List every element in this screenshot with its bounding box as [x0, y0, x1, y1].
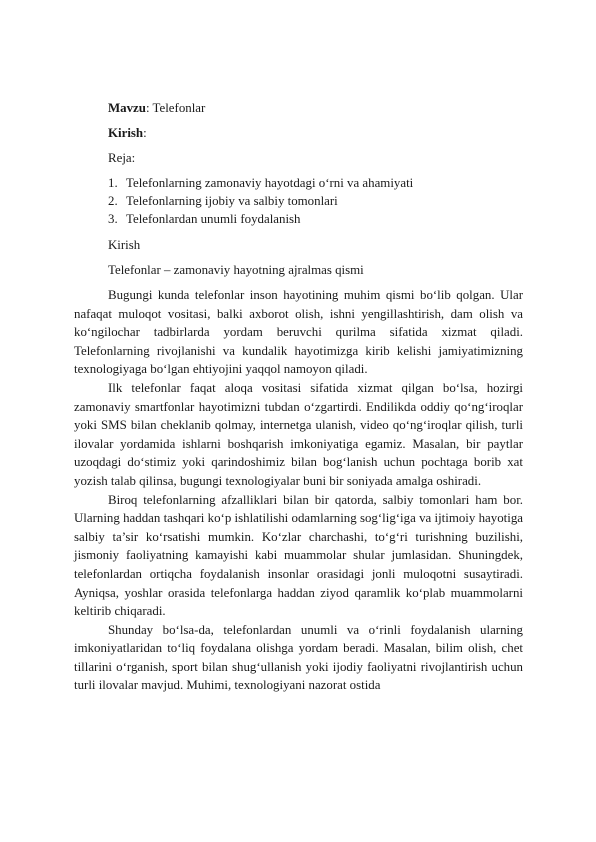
plan-item: [108, 174, 523, 192]
intro-label: Kirish: [108, 126, 144, 140]
plan-item-number: 2.: [108, 194, 118, 208]
document-body: [74, 99, 523, 695]
paragraph: Ilk telefonlar faqat aloqa vositasi sifatida xizmat qilgan bo‘lsa, hozirgi zamonaviy smartfonlar hayotimizni tubdan o‘zgartirdi. Endilikda oddiy qo‘ng‘iroqlar yoki SMS bilan cheklanib qolmay, internetga ulanish, video qo‘ng‘iroqlar qilish, turli ilovalar yordamida ishlarni boshqarish imkoniyatiga egamiz. Masalan, bir paytlar uzoqdagi do‘stimiz yoki qarindoshimiz bilan bog‘lanish uchun pochtaga borib xat yozish talab qilinsa, bugungi texnologiyalar buni bir soniyada amalga oshiradi.: [74, 380, 523, 488]
plan-item-text: Telefonlardan unumli foydalanish: [126, 212, 301, 226]
plan-item: [108, 192, 523, 210]
plan-item-text: Telefonlarning zamonaviy hayotdagi o‘rni va ahamiyati: [126, 176, 414, 190]
paragraph: Shunday bo‘lsa-da, telefonlardan unumli va o‘rinli foydalanish ularning imkoniyatlaridan to‘liq foydalana olishga yordam beradi. Masalan, bilim olish, chet tillarini o‘rganish, sport bilan shug‘ullanish yoki ijodiy faoliyatni rivojlantirish uchun turli ilovalar mavjud. Muhimi, texnologiyani nazorat ostida: [74, 622, 523, 693]
plan-list: [74, 174, 523, 228]
plan-heading: Reja:: [108, 151, 136, 165]
plan-item: [108, 210, 523, 228]
intro-label-line: [108, 124, 523, 142]
section-subtitle: Telefonlar – zamonaviy hayotning ajralmas qismi: [108, 263, 364, 277]
plan-item-number: 1.: [108, 176, 118, 190]
paragraph: Bugungi kunda telefonlar inson hayotining muhim qismi bo‘lib qolgan. Ular nafaqat muloqot vositasi, balki axborot olish, ishni yengillashtirish, dam olish va ko‘ngilochar tadbirlarda yordam beruvchi qurilma sifatida xizmat qiladi. Telefonlarning rivojlanishi va kundalik hayotimizga kirib kelishi jamiyatimizning texnologiyaga bo‘lgan ehtiyojini yaqqol namoyon qiladi.: [74, 288, 523, 377]
section-heading: Kirish: [108, 238, 141, 252]
plan-item-text: Telefonlarning ijobiy va salbiy tomonlari: [126, 194, 338, 208]
intro-colon: :: [143, 126, 147, 140]
paragraph: Biroq telefonlarning afzalliklari bilan bir qatorda, salbiy tomonlari ham bor. Ularning haddan tashqari ko‘p ishlatilishi odamlarning sog‘lig‘iga va ijtimoiy hayotiga salbiy ta’sir ko‘rsatishi mumkin. Ko‘zlar charchashi, to‘g‘ri turishning buzilishi, jismoniy faoliyatning kamayishi kabi muammolar shular jumlasidan. Shuningdek, telefonlardan ortiqcha foydalanish insonlar orasidagi jonli muloqotni susaytiradi. Ayniqsa, yoshlar orasida telefonlarga haddan ziyod qaramlik ko‘plab muammolarni keltirib chiqaradi.: [74, 492, 523, 619]
topic-line: [108, 99, 523, 117]
topic-value: : Telefonlar: [145, 101, 206, 115]
plan-item-number: 3.: [108, 212, 118, 226]
topic-label: Mavzu: [108, 101, 146, 115]
